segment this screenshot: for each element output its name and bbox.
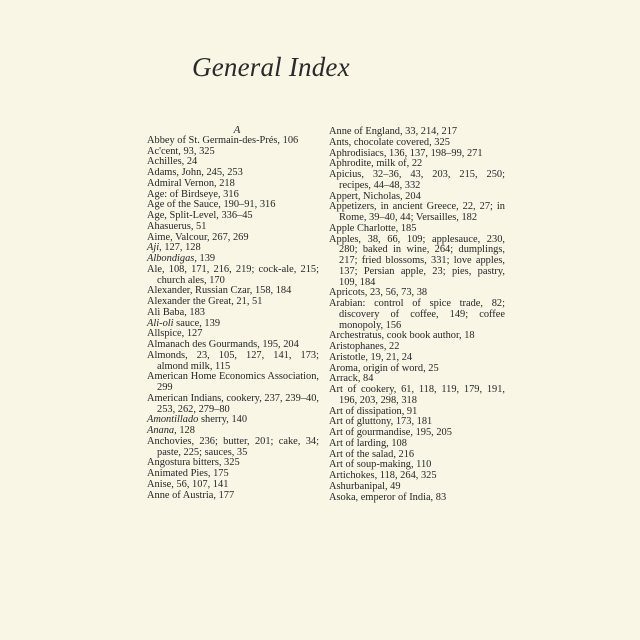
index-entry: Animated Pies, 175 bbox=[147, 468, 229, 479]
index-entry: Allspice, 127 bbox=[147, 328, 203, 340]
index-entry: Ac'cent, 93, 325 bbox=[147, 145, 215, 157]
index-entry: Appert, Nicholas, 204 bbox=[329, 190, 421, 202]
index-entry: Admiral Vernon, 218 bbox=[147, 177, 235, 189]
index-entry: Aime, Valcour, 267, 269 bbox=[147, 231, 249, 243]
index-entry: Anne of England, 33, 214, 217 bbox=[329, 126, 458, 137]
italic-term: Aji bbox=[147, 242, 160, 254]
index-entry: Art of dissipation, 91 bbox=[329, 405, 418, 417]
page-title: General Index bbox=[192, 52, 350, 82]
index-entry: Abbey of St. Germain-des-Prés, 106 bbox=[147, 134, 299, 146]
index-entry: Age, Split-Level, 336–45 bbox=[147, 210, 253, 221]
index-entry: Art of soup-making, 110 bbox=[329, 459, 432, 471]
index-entry: Apple Charlotte, 185 bbox=[329, 222, 417, 234]
index-entry: American Home Economics Association, 299 bbox=[147, 371, 319, 393]
index-entry: Albondigas, 139 bbox=[147, 253, 216, 264]
index-entry: Anana, 128 bbox=[147, 425, 195, 436]
index-entry: Ahasuerus, 51 bbox=[147, 220, 207, 232]
index-entry: Anne of Austria, 177 bbox=[147, 489, 235, 501]
index-entry: Achilles, 24 bbox=[147, 156, 198, 168]
index-entry: Ants, chocolate covered, 325 bbox=[329, 136, 450, 148]
index-entry: Apples, 38, 66, 109; applesauce, 230, 280; baked in wine, 264; dumplings, 217; fried blossoms, 331; love apples, 137; Persian apple, 23; pies, pastry, 109, 184 bbox=[329, 233, 505, 288]
index-entry: Ashurbanipal, 49 bbox=[329, 480, 401, 492]
index-entry: Artichokes, 118, 264, 325 bbox=[329, 470, 437, 481]
index-entry: Arrack, 84 bbox=[329, 373, 374, 385]
index-entry: Art of the salad, 216 bbox=[329, 448, 415, 460]
index-entry: American Indians, cookery, 237, 239–40, 253, 262, 279–80 bbox=[147, 392, 319, 415]
index-entry: Apicius, 32–36, 43, 203, 215, 250; recipes, 44–48, 332 bbox=[329, 169, 505, 191]
index-entry: Age: of Birdseye, 316 bbox=[147, 188, 239, 200]
index-entry: Aristophanes, 22 bbox=[329, 341, 400, 352]
index-entry: Aji, 127, 128 bbox=[147, 242, 201, 254]
index-entry: Ali Baba, 183 bbox=[147, 306, 206, 318]
index-column-right bbox=[329, 127, 505, 503]
index-entry: Anchovies, 236; butter, 201; cake, 34; paste, 225; sauces, 35 bbox=[147, 435, 319, 458]
section-letter: A bbox=[233, 124, 241, 136]
index-entry: Art of gourmandise, 195, 205 bbox=[329, 427, 452, 438]
italic-term: Amontillado bbox=[147, 414, 199, 426]
index-column-left bbox=[147, 125, 319, 501]
index-entry: Appetizers, in ancient Greece, 22, 27; in Rome, 39–40, 44; Versailles, 182 bbox=[329, 201, 505, 223]
index-entry: Apricots, 23, 56, 73, 38 bbox=[329, 287, 428, 299]
index-entry: Alexander, Russian Czar, 158, 184 bbox=[147, 285, 292, 297]
index-entry: Art of gluttony, 173, 181 bbox=[329, 416, 433, 428]
index-entry: Aristotle, 19, 21, 24 bbox=[329, 351, 413, 363]
index-entry: Anise, 56, 107, 141 bbox=[147, 478, 229, 490]
index-entry: Archestratus, cook book author, 18 bbox=[329, 330, 475, 342]
index-entry: Art of larding, 108 bbox=[329, 437, 407, 449]
italic-term: Ali-oli bbox=[147, 317, 174, 329]
index-entry: Art of cookery, 61, 118, 119, 179, 191, 196, 203, 298, 318 bbox=[329, 384, 505, 406]
index-entry: Aroma, origin of word, 25 bbox=[329, 362, 439, 374]
index-entry: Ale, 108, 171, 216, 219; cock-ale, 215; church ales, 170 bbox=[147, 263, 319, 286]
index-entry: Amontillado sherry, 140 bbox=[147, 414, 248, 426]
index-entry: Arabian: control of spice trade, 82; discovery of coffee, 149; coffee monopoly, 156 bbox=[329, 298, 505, 331]
left-entries bbox=[147, 136, 319, 502]
index-entry: Aphrodite, milk of, 22 bbox=[329, 158, 423, 170]
index-entry: Adams, John, 245, 253 bbox=[147, 167, 243, 178]
index-entry: Angostura bitters, 325 bbox=[147, 457, 240, 469]
index-entry: Asoka, emperor of India, 83 bbox=[329, 491, 447, 503]
index-entry: Almonds, 23, 105, 127, 141, 173; almond milk, 115 bbox=[147, 349, 319, 372]
italic-term: Anana bbox=[147, 425, 175, 436]
index-entry: Aphrodisiacs, 136, 137, 198–99, 271 bbox=[329, 147, 483, 159]
index-entry: Alexander the Great, 21, 51 bbox=[147, 296, 263, 307]
right-entries bbox=[329, 127, 505, 503]
index-entry: Ali-oli sauce, 139 bbox=[147, 317, 221, 329]
index-entry: Age of the Sauce, 190–91, 316 bbox=[147, 199, 276, 211]
index-entry: Almanach des Gourmands, 195, 204 bbox=[147, 339, 299, 350]
italic-term: Albondigas bbox=[147, 253, 195, 264]
